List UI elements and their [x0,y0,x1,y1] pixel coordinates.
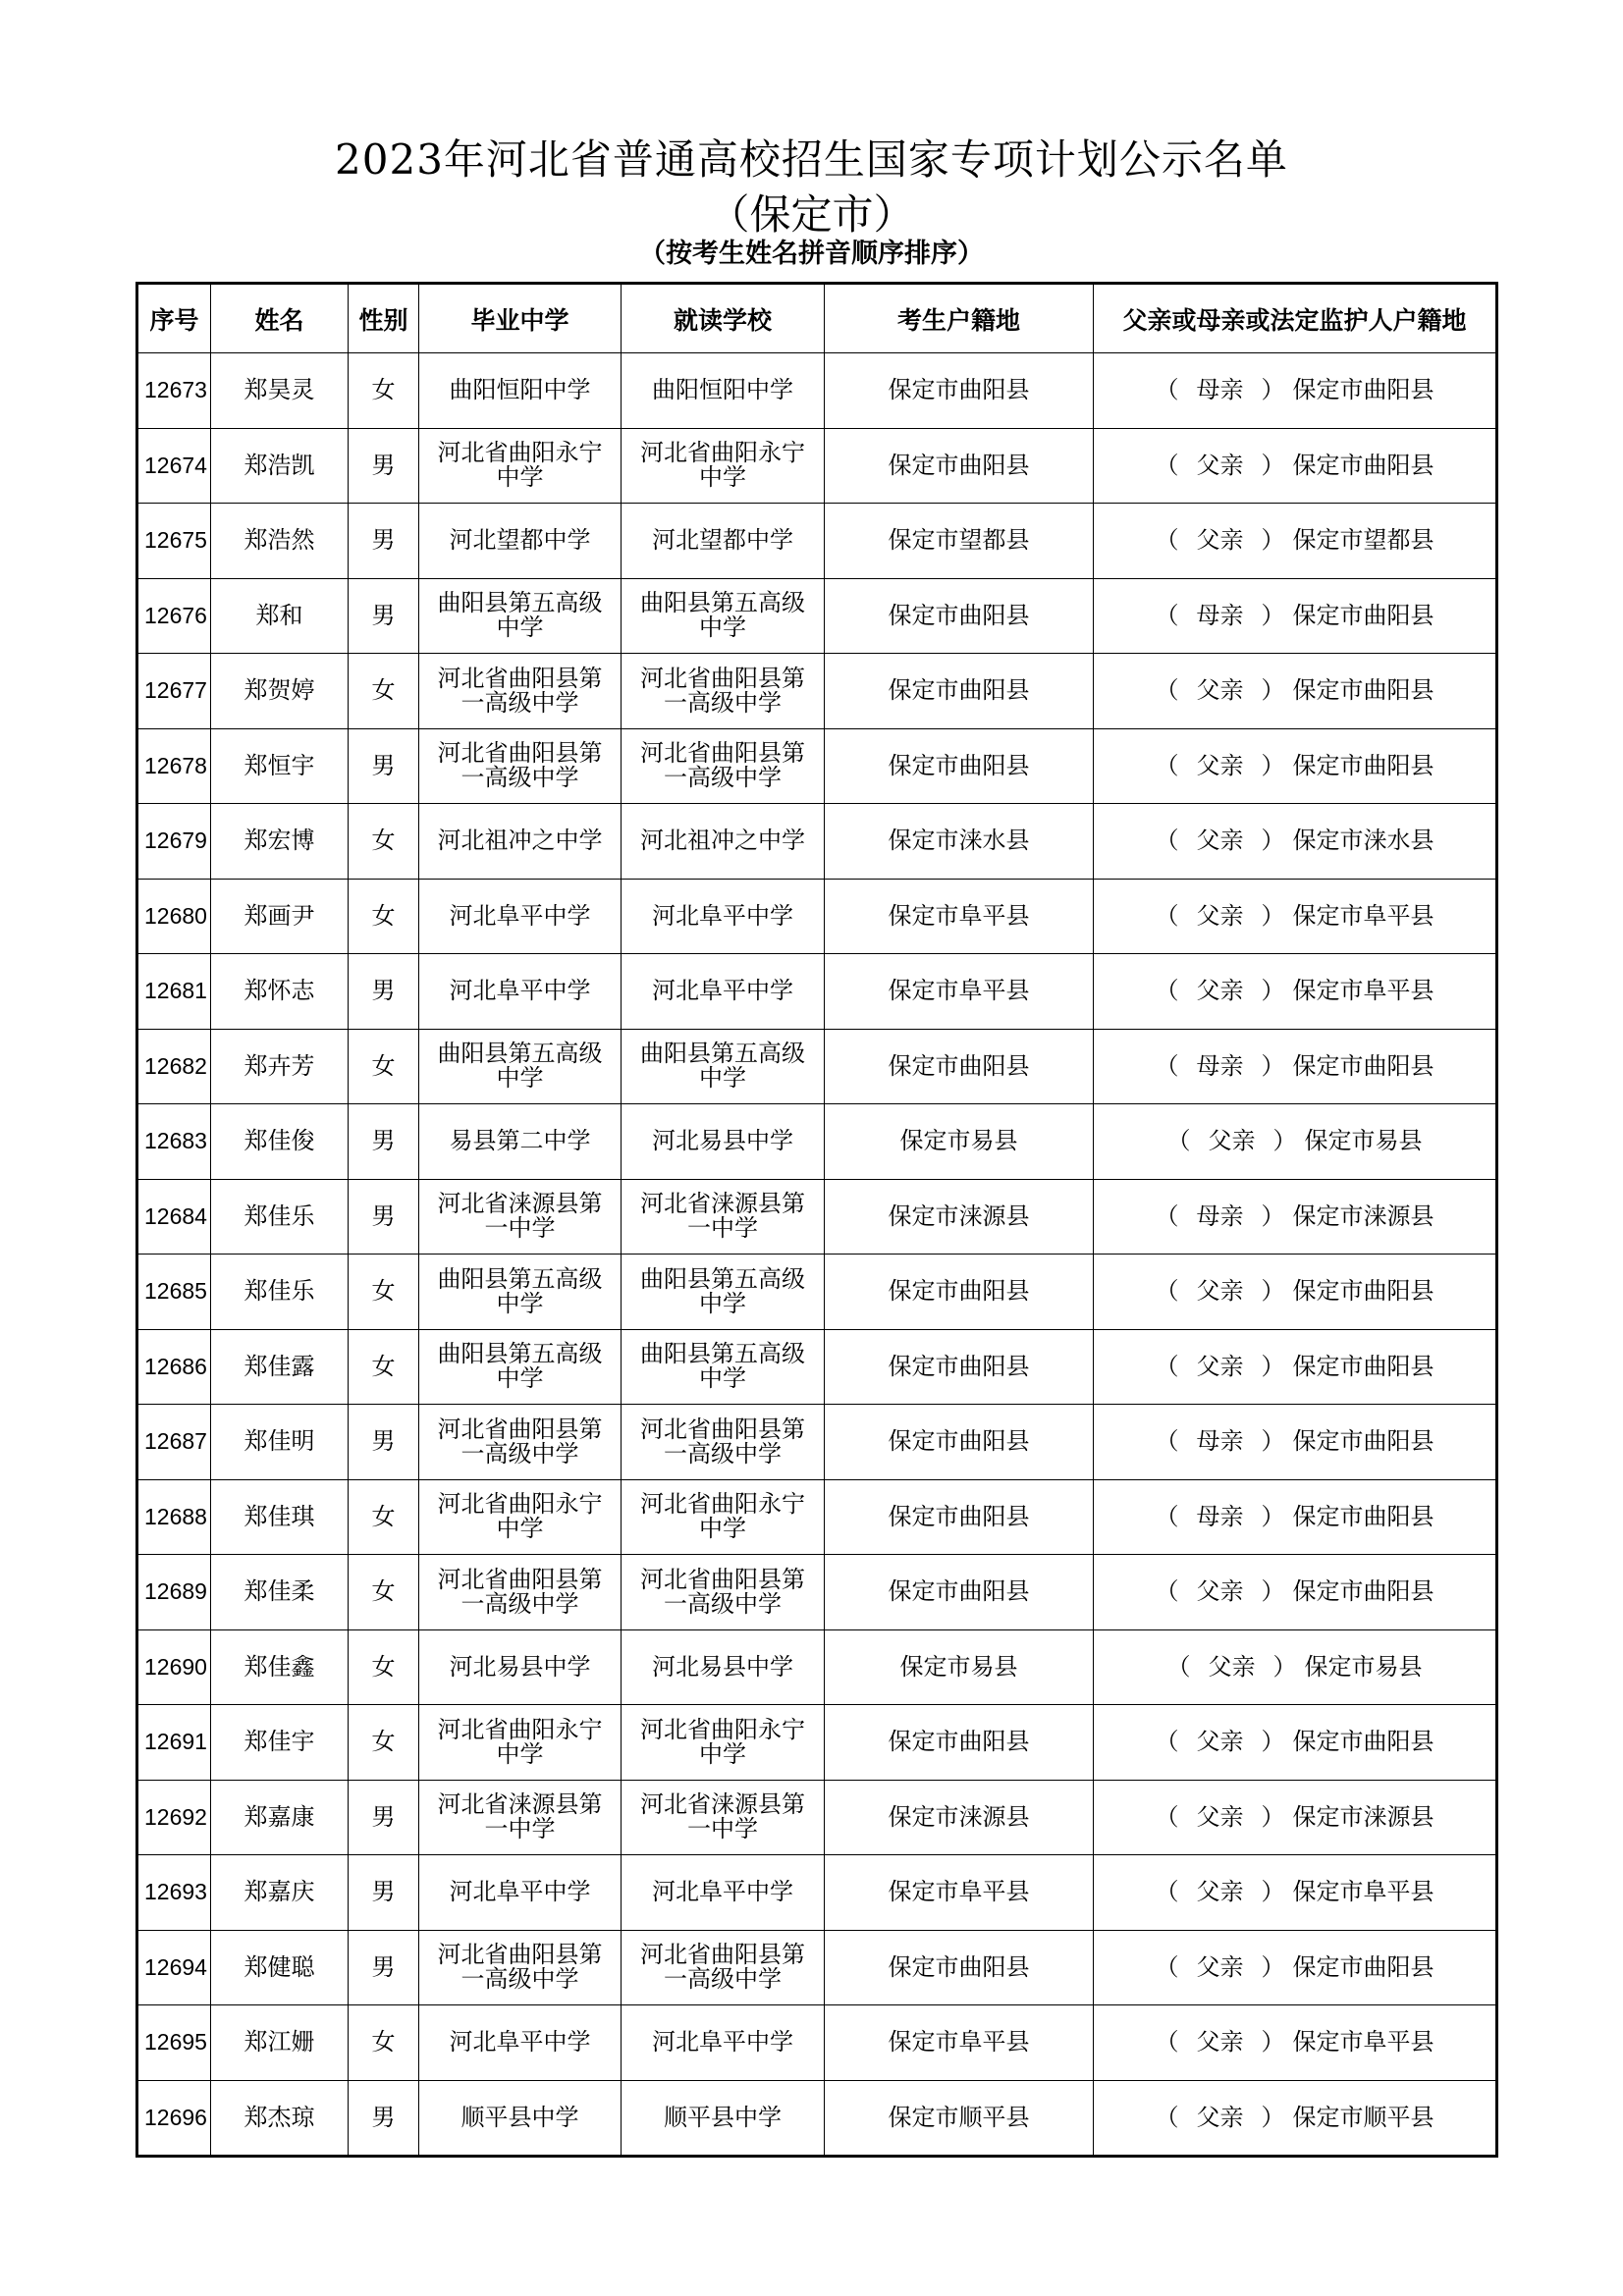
student-domicile-cell: 保定市易县 [825,1629,1094,1705]
guardian-domicile: 保定市易县 [1304,1127,1423,1155]
serial-cell: 12692 [137,1780,211,1855]
graduation-school-cell: 顺平县中学 [419,2080,622,2157]
serial-cell: 12678 [137,728,211,804]
table-row [137,1930,1497,2005]
gender-cell: 男 [349,2080,419,2157]
student-domicile-cell: 保定市曲阳县 [825,428,1094,504]
guardian-relation: 父亲 [1196,676,1244,705]
header-student-domicile: 考生户籍地 [825,284,1094,353]
student-domicile-cell: 保定市曲阳县 [825,1479,1094,1555]
serial-cell: 12683 [137,1104,211,1180]
student-domicile-cell: 保定市曲阳县 [825,1405,1094,1480]
gender-cell: 女 [349,2005,419,2081]
guardian-relation: 父亲 [1208,1652,1256,1681]
gender-cell: 男 [349,1104,419,1180]
serial-cell: 12686 [137,1329,211,1405]
guardian-relation: 母亲 [1196,1427,1244,1456]
guardian-domicile-cell: （ 父亲 ） 保定市顺平县 [1094,2080,1497,2157]
table-row [137,1479,1497,1555]
current-school-cell: 河北省曲阳县第一高级中学 [622,654,825,729]
graduation-school-cell: 河北省曲阳县第一高级中学 [419,1930,622,2005]
gender-cell: 男 [349,504,419,579]
table-row [137,1780,1497,1855]
table-row [137,654,1497,729]
guardian-domicile-cell: （ 母亲 ） 保定市曲阳县 [1094,578,1497,654]
guardian-domicile-cell: （ 母亲 ） 保定市曲阳县 [1094,353,1497,429]
serial-cell: 12679 [137,804,211,880]
current-school-cell: 河北阜平中学 [622,1855,825,1931]
guardian-relation: 父亲 [1196,526,1244,555]
serial-cell: 12691 [137,1705,211,1781]
current-school-cell: 曲阳县第五高级中学 [622,578,825,654]
guardian-relation: 父亲 [1196,2028,1244,2056]
gender-cell: 女 [349,1629,419,1705]
serial-cell: 12687 [137,1405,211,1480]
table-row [137,2080,1497,2157]
guardian-relation: 父亲 [1196,1728,1244,1756]
document-title: 2023年河北省普通高校招生国家专项计划公示名单 [335,135,1288,184]
current-school-cell: 河北省涞源县第一中学 [622,1780,825,1855]
current-school-cell: 曲阳县第五高级中学 [622,1329,825,1405]
serial-cell: 12682 [137,1029,211,1104]
serial-cell: 12677 [137,654,211,729]
header-graduation-school: 毕业中学 [419,284,622,353]
guardian-domicile-cell: （ 母亲 ） 保定市涞源县 [1094,1179,1497,1255]
current-school-cell: 河北阜平中学 [622,954,825,1030]
student-domicile-cell: 保定市阜平县 [825,2005,1094,2081]
guardian-relation: 母亲 [1196,601,1244,629]
guardian-domicile: 保定市阜平县 [1292,901,1434,930]
graduation-school-cell: 曲阳恒阳中学 [419,353,622,429]
serial-cell: 12680 [137,879,211,954]
graduation-school-cell: 河北省曲阳县第一高级中学 [419,654,622,729]
gender-cell: 男 [349,428,419,504]
table-row [137,504,1497,579]
current-school-cell: 河北易县中学 [622,1104,825,1180]
current-school-cell: 河北省曲阳县第一高级中学 [622,1930,825,2005]
guardian-domicile: 保定市曲阳县 [1292,751,1434,779]
name-cell: 郑佳鑫 [211,1629,349,1705]
student-domicile-cell: 保定市易县 [825,1104,1094,1180]
graduation-school-cell: 易县第二中学 [419,1104,622,1180]
guardian-domicile: 保定市阜平县 [1292,2028,1434,2056]
guardian-domicile: 保定市曲阳县 [1292,676,1434,705]
student-domicile-cell: 保定市涞源县 [825,1780,1094,1855]
name-cell: 郑佳宇 [211,1705,349,1781]
current-school-cell: 曲阳恒阳中学 [622,353,825,429]
serial-cell: 12688 [137,1479,211,1555]
guardian-domicile: 保定市曲阳县 [1292,1277,1434,1306]
name-cell: 郑浩凯 [211,428,349,504]
header-guardian-domicile: 父亲或母亲或法定监护人户籍地 [1094,284,1497,353]
current-school-cell: 河北省曲阳永宁中学 [622,1705,825,1781]
table-row [137,1179,1497,1255]
table-row [137,1329,1497,1405]
guardian-domicile: 保定市阜平县 [1292,1878,1434,1906]
name-cell: 郑佳柔 [211,1555,349,1630]
roster-table [135,282,1498,2158]
current-school-cell: 河北省曲阳永宁中学 [622,428,825,504]
guardian-relation: 父亲 [1196,827,1244,855]
graduation-school-cell: 曲阳县第五高级中学 [419,1329,622,1405]
graduation-school-cell: 河北省曲阳永宁中学 [419,428,622,504]
table-header-row [137,284,1497,353]
table-row [137,1555,1497,1630]
current-school-cell: 河北省曲阳永宁中学 [622,1479,825,1555]
guardian-domicile: 保定市曲阳县 [1292,601,1434,629]
graduation-school-cell: 河北省曲阳县第一高级中学 [419,1555,622,1630]
current-school-cell: 河北望都中学 [622,504,825,579]
guardian-domicile: 保定市涞源县 [1292,1802,1434,1831]
current-school-cell: 河北省曲阳县第一高级中学 [622,728,825,804]
student-domicile-cell: 保定市曲阳县 [825,578,1094,654]
name-cell: 郑怀志 [211,954,349,1030]
serial-cell: 12693 [137,1855,211,1931]
guardian-domicile-cell: （ 父亲 ） 保定市曲阳县 [1094,728,1497,804]
guardian-relation: 父亲 [1196,1577,1244,1606]
guardian-relation: 父亲 [1208,1127,1256,1155]
gender-cell: 女 [349,1705,419,1781]
guardian-relation: 父亲 [1196,1952,1244,1981]
name-cell: 郑卉芳 [211,1029,349,1104]
name-cell: 郑恒宇 [211,728,349,804]
graduation-school-cell: 河北阜平中学 [419,2005,622,2081]
guardian-domicile-cell: （ 父亲 ） 保定市曲阳县 [1094,1705,1497,1781]
current-school-cell: 顺平县中学 [622,2080,825,2157]
guardian-domicile-cell: （ 父亲 ） 保定市曲阳县 [1094,1255,1497,1330]
serial-cell: 12676 [137,578,211,654]
guardian-domicile: 保定市易县 [1304,1652,1423,1681]
name-cell: 郑江姗 [211,2005,349,2081]
guardian-relation: 父亲 [1196,1802,1244,1831]
student-domicile-cell: 保定市阜平县 [825,1855,1094,1931]
student-domicile-cell: 保定市曲阳县 [825,1029,1094,1104]
header-current-school: 就读学校 [622,284,825,353]
current-school-cell: 河北阜平中学 [622,2005,825,2081]
guardian-relation: 父亲 [1196,751,1244,779]
graduation-school-cell: 曲阳县第五高级中学 [419,578,622,654]
guardian-domicile-cell: （ 父亲 ） 保定市望都县 [1094,504,1497,579]
table-row [137,879,1497,954]
serial-cell: 12681 [137,954,211,1030]
guardian-domicile-cell: （ 父亲 ） 保定市阜平县 [1094,1855,1497,1931]
guardian-domicile: 保定市阜平县 [1292,977,1434,1005]
gender-cell: 男 [349,1930,419,2005]
guardian-domicile: 保定市曲阳县 [1292,1502,1434,1530]
current-school-cell: 曲阳县第五高级中学 [622,1029,825,1104]
name-cell: 郑贺婷 [211,654,349,729]
gender-cell: 男 [349,1780,419,1855]
guardian-relation: 父亲 [1196,1878,1244,1906]
graduation-school-cell: 曲阳县第五高级中学 [419,1029,622,1104]
serial-cell: 12675 [137,504,211,579]
current-school-cell: 河北省涞源县第一中学 [622,1179,825,1255]
guardian-domicile: 保定市曲阳县 [1292,1728,1434,1756]
graduation-school-cell: 河北望都中学 [419,504,622,579]
student-domicile-cell: 保定市曲阳县 [825,1255,1094,1330]
student-domicile-cell: 保定市阜平县 [825,879,1094,954]
guardian-domicile: 保定市曲阳县 [1292,1051,1434,1080]
guardian-domicile: 保定市曲阳县 [1292,1352,1434,1380]
student-domicile-cell: 保定市曲阳县 [825,1329,1094,1405]
student-domicile-cell: 保定市曲阳县 [825,353,1094,429]
guardian-relation: 母亲 [1196,1051,1244,1080]
graduation-school-cell: 河北省涞源县第一中学 [419,1179,622,1255]
header-serial: 序号 [137,284,211,353]
gender-cell: 男 [349,954,419,1030]
guardian-relation: 父亲 [1196,1352,1244,1380]
table-row [137,1405,1497,1480]
current-school-cell: 河北省曲阳县第一高级中学 [622,1555,825,1630]
name-cell: 郑画尹 [211,879,349,954]
table-row [137,1255,1497,1330]
current-school-cell: 河北祖冲之中学 [622,804,825,880]
graduation-school-cell: 河北阜平中学 [419,879,622,954]
guardian-domicile-cell: （ 父亲 ） 保定市曲阳县 [1094,1555,1497,1630]
student-domicile-cell: 保定市涞水县 [825,804,1094,880]
gender-cell: 男 [349,728,419,804]
sort-note: （按考生姓名拼音顺序排序） [639,239,984,269]
graduation-school-cell: 河北省曲阳永宁中学 [419,1479,622,1555]
graduation-school-cell: 河北易县中学 [419,1629,622,1705]
guardian-domicile-cell: （ 父亲 ） 保定市易县 [1094,1629,1497,1705]
guardian-domicile-cell: （ 父亲 ） 保定市阜平县 [1094,954,1497,1030]
guardian-relation: 父亲 [1196,977,1244,1005]
table-row [137,1029,1497,1104]
guardian-relation: 母亲 [1196,1502,1244,1530]
guardian-domicile: 保定市涞水县 [1292,827,1434,855]
current-school-cell: 河北易县中学 [622,1629,825,1705]
student-domicile-cell: 保定市阜平县 [825,954,1094,1030]
current-school-cell: 河北阜平中学 [622,879,825,954]
student-domicile-cell: 保定市顺平县 [825,2080,1094,2157]
table-row [137,1104,1497,1180]
graduation-school-cell: 河北祖冲之中学 [419,804,622,880]
name-cell: 郑杰琼 [211,2080,349,2157]
guardian-relation: 父亲 [1196,451,1244,479]
guardian-domicile: 保定市望都县 [1292,526,1434,555]
table-row [137,954,1497,1030]
serial-cell: 12695 [137,2005,211,2081]
name-cell: 郑和 [211,578,349,654]
table-row [137,428,1497,504]
name-cell: 郑健聪 [211,1930,349,2005]
guardian-relation: 父亲 [1196,2103,1244,2131]
gender-cell: 男 [349,1405,419,1480]
serial-cell: 12684 [137,1179,211,1255]
document-subtitle: （保定市） [708,190,915,239]
table-row [137,728,1497,804]
serial-cell: 12685 [137,1255,211,1330]
graduation-school-cell: 河北阜平中学 [419,1855,622,1931]
serial-cell: 12674 [137,428,211,504]
guardian-relation: 母亲 [1196,376,1244,404]
graduation-school-cell: 河北省曲阳县第一高级中学 [419,728,622,804]
name-cell: 郑佳乐 [211,1255,349,1330]
name-cell: 郑佳乐 [211,1179,349,1255]
table-row [137,1705,1497,1781]
current-school-cell: 曲阳县第五高级中学 [622,1255,825,1330]
guardian-domicile-cell: （ 父亲 ） 保定市涞源县 [1094,1780,1497,1855]
guardian-domicile-cell: （ 父亲 ） 保定市阜平县 [1094,879,1497,954]
gender-cell: 女 [349,1555,419,1630]
guardian-domicile-cell: （ 父亲 ） 保定市曲阳县 [1094,1329,1497,1405]
student-domicile-cell: 保定市曲阳县 [825,1705,1094,1781]
graduation-school-cell: 河北阜平中学 [419,954,622,1030]
gender-cell: 女 [349,1479,419,1555]
name-cell: 郑嘉康 [211,1780,349,1855]
name-cell: 郑佳俊 [211,1104,349,1180]
guardian-domicile-cell: （ 母亲 ） 保定市曲阳县 [1094,1479,1497,1555]
name-cell: 郑宏博 [211,804,349,880]
student-domicile-cell: 保定市曲阳县 [825,1930,1094,2005]
guardian-domicile: 保定市曲阳县 [1292,376,1434,404]
student-domicile-cell: 保定市涞源县 [825,1179,1094,1255]
serial-cell: 12694 [137,1930,211,2005]
header-gender: 性别 [349,284,419,353]
table-row [137,804,1497,880]
name-cell: 郑嘉庆 [211,1855,349,1931]
gender-cell: 女 [349,879,419,954]
guardian-relation: 母亲 [1196,1201,1244,1230]
gender-cell: 男 [349,1179,419,1255]
student-domicile-cell: 保定市曲阳县 [825,654,1094,729]
student-domicile-cell: 保定市望都县 [825,504,1094,579]
guardian-domicile: 保定市顺平县 [1292,2103,1434,2131]
student-domicile-cell: 保定市曲阳县 [825,1555,1094,1630]
current-school-cell: 河北省曲阳县第一高级中学 [622,1405,825,1480]
guardian-domicile: 保定市曲阳县 [1292,1577,1434,1606]
guardian-domicile: 保定市涞源县 [1292,1201,1434,1230]
gender-cell: 男 [349,1855,419,1931]
gender-cell: 女 [349,1255,419,1330]
gender-cell: 女 [349,353,419,429]
guardian-domicile-cell: （ 父亲 ） 保定市阜平县 [1094,2005,1497,2081]
table-row [137,2005,1497,2081]
name-cell: 郑浩然 [211,504,349,579]
guardian-domicile: 保定市曲阳县 [1292,1952,1434,1981]
guardian-domicile-cell: （ 父亲 ） 保定市涞水县 [1094,804,1497,880]
name-cell: 郑昊灵 [211,353,349,429]
guardian-domicile-cell: （ 父亲 ） 保定市易县 [1094,1104,1497,1180]
guardian-domicile-cell: （ 父亲 ） 保定市曲阳县 [1094,1930,1497,2005]
guardian-domicile-cell: （ 父亲 ） 保定市曲阳县 [1094,654,1497,729]
serial-cell: 12689 [137,1555,211,1630]
serial-cell: 12696 [137,2080,211,2157]
guardian-domicile-cell: （ 父亲 ） 保定市曲阳县 [1094,428,1497,504]
guardian-domicile: 保定市曲阳县 [1292,1427,1434,1456]
serial-cell: 12690 [137,1629,211,1705]
header-name: 姓名 [211,284,349,353]
graduation-school-cell: 河北省曲阳永宁中学 [419,1705,622,1781]
gender-cell: 女 [349,1029,419,1104]
table-body [137,353,1497,2157]
serial-cell: 12673 [137,353,211,429]
guardian-domicile-cell: （ 母亲 ） 保定市曲阳县 [1094,1029,1497,1104]
gender-cell: 男 [349,578,419,654]
table-row [137,1855,1497,1931]
name-cell: 郑佳琪 [211,1479,349,1555]
guardian-relation: 父亲 [1196,901,1244,930]
guardian-relation: 父亲 [1196,1277,1244,1306]
graduation-school-cell: 河北省曲阳县第一高级中学 [419,1405,622,1480]
student-domicile-cell: 保定市曲阳县 [825,728,1094,804]
graduation-school-cell: 曲阳县第五高级中学 [419,1255,622,1330]
gender-cell: 女 [349,804,419,880]
gender-cell: 女 [349,1329,419,1405]
table-row [137,1629,1497,1705]
gender-cell: 女 [349,654,419,729]
name-cell: 郑佳露 [211,1329,349,1405]
guardian-domicile-cell: （ 母亲 ） 保定市曲阳县 [1094,1405,1497,1480]
graduation-school-cell: 河北省涞源县第一中学 [419,1780,622,1855]
table-row [137,578,1497,654]
table-row [137,353,1497,429]
guardian-domicile: 保定市曲阳县 [1292,451,1434,479]
name-cell: 郑佳明 [211,1405,349,1480]
